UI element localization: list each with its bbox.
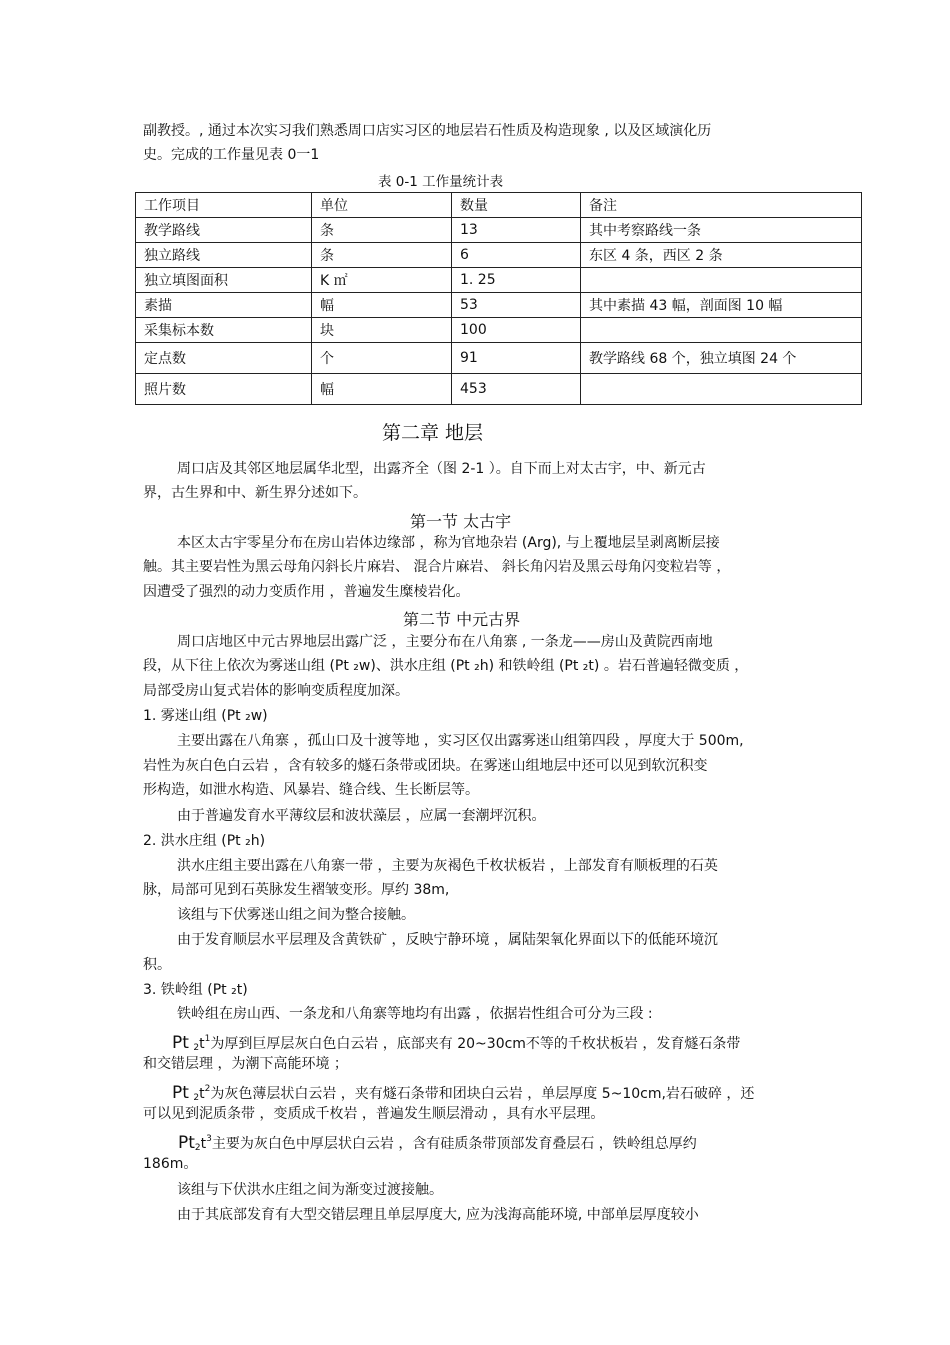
table-cell: 13 — [452, 218, 581, 243]
table-cell: K ㎡ — [312, 268, 452, 293]
hongshuizhuang-para-line: 洪水庄组主要出露在八角寨一带 ，主要为灰褐色千枚状板岩 ，上部发育有顺板理的石英 — [177, 858, 718, 874]
wumishan-para-line: 岩性为灰白色白云岩 ，含有较多的燧石条带或团块。在雾迷山组地层中还可以见到软沉积变 — [143, 758, 708, 774]
table-cell: 53 — [452, 293, 581, 318]
formation-code: t — [199, 1036, 205, 1052]
table-cell — [581, 268, 862, 293]
formation-subscript: 2 — [193, 1093, 200, 1103]
section-title-mesoproterozoic: 第二节 中元古界 — [403, 610, 521, 629]
wumishan-heading: 1. 雾迷山组 (Pt ₂w) — [143, 708, 268, 724]
member-superscript: 1 — [204, 1034, 211, 1044]
table-cell: 块 — [312, 318, 452, 343]
sec1-para-line: 本区太古宇零星分布在房山岩体边缘部 ，称为官地杂岩 (Arg), 与上覆地层呈剥离断层接 — [177, 535, 720, 551]
table-row — [136, 268, 862, 293]
table-cell: 东区 4 条，西区 2 条 — [581, 243, 862, 268]
sec2-para-line: 段，从下往上依次为雾迷山组 (Pt ₂w)、洪水庄组 (Pt ₂h) 和铁岭组 (Pt ₂t) 。岩石普遍轻微变质 ， — [143, 658, 749, 674]
table-cell: 其中考察路线一条 — [581, 218, 862, 243]
member-superscript: 2 — [204, 1084, 211, 1094]
table-caption: 表 0-1 工作量统计表 — [378, 174, 504, 190]
chapter-title: 第二章 地层 — [382, 422, 484, 444]
sec1-para-line: 触。其主要岩性为黑云母角闪斜长片麻岩、 混合片麻岩、 斜长角闪岩及黑云母角闪变粒岩等 ， — [143, 559, 731, 575]
table-cell: 独立填图面积 — [136, 268, 312, 293]
formation-symbol: Pt — [172, 1083, 189, 1103]
formation-subscript: 2 — [193, 1043, 200, 1053]
table-row — [136, 318, 862, 343]
table-cell: 6 — [452, 243, 581, 268]
table-cell: 1. 25 — [452, 268, 581, 293]
table-cell: 独立路线 — [136, 243, 312, 268]
table-cell — [581, 318, 862, 343]
hongshuizhuang-heading: 2. 洪水庄组 (Pt ₂h) — [143, 833, 266, 849]
section-title-archean: 第一节 太古宇 — [410, 512, 512, 531]
table-cell: 教学路线 — [136, 218, 312, 243]
wumishan-para-line: 主要出露在八角寨 ，孤山口及十渡等地 ，实习区仅出露雾迷山组第四段 ，厚度大于 500m, — [177, 733, 744, 749]
hongshuizhuang-para-line: 脉，局部可见到石英脉发生褶皱变形。厚约 38m, — [143, 882, 450, 898]
hongshuizhuang-para-line: 该组与下伏雾迷山组之间为整合接触。 — [177, 907, 415, 923]
table-cell: 素描 — [136, 293, 312, 318]
table-cell — [581, 374, 862, 405]
tieling-heading: 3. 铁岭组 (Pt ₂t) — [143, 982, 248, 998]
wumishan-para-line: 由于普遍发育水平薄纹层和波状藻层 ，应属一套潮坪沉积。 — [177, 808, 546, 824]
chapter-para-line: 周口店及其邻区地层属华北型，出露齐全（图 2-1 ）。自下而上对太古宇，中、新元古 — [177, 461, 706, 477]
member-superscript: 3 — [206, 1134, 212, 1144]
table-row — [136, 293, 862, 318]
tieling-member-3-line — [178, 1129, 697, 1158]
formation-symbol: Pt — [172, 1033, 189, 1053]
tieling-member-3-cont: 186m。 — [143, 1156, 198, 1172]
table-cell: 教学路线 68 个，独立填图 24 个 — [581, 343, 862, 374]
intro-line-1: 副教授。, 通过本次实习我们熟悉周口店实习区的地层岩石性质及构造现象 , 以及区域演化历 — [143, 123, 712, 139]
tieling-member-1-cont: 和交错层理 ，为潮下高能环境 ； — [143, 1056, 348, 1072]
formation-code: t — [200, 1136, 207, 1152]
table-header-cell: 备注 — [581, 193, 862, 218]
workload-table — [135, 192, 862, 405]
tieling-para-line: 该组与下伏洪水庄组之间为渐变过渡接触。 — [177, 1182, 443, 1198]
sec2-para-line: 局部受房山复式岩体的影响变质程度加深。 — [143, 683, 409, 699]
member-3-text: 主要为灰白色中厚层状白云岩 ，含有硅质条带顶部发育叠层石 ，铁岭组总厚约 — [211, 1136, 697, 1152]
hongshuizhuang-para-line: 由于发育顺层水平层理及含黄铁矿 ，反映宁静环境 ，属陆架氧化界面以下的低能环境沉 — [177, 932, 718, 948]
table-cell: 幅 — [312, 374, 452, 405]
tieling-member-2-cont: 可以见到泥质条带 ，变质成千枚岩 ，普遍发生顺层滑动 ，具有水平层理。 — [143, 1106, 605, 1122]
tieling-para-line: 铁岭组在房山西、一条龙和八角寨等地均有出露 ，依据岩性组合可分为三段 : — [177, 1006, 653, 1022]
member-1-text: 为厚到巨厚层灰白色白云岩 ，底部夹有 20~30cm不等的千枚状板岩 ，发育燧石条带 — [210, 1036, 741, 1052]
chapter-para-line: 界，古生界和中、新生界分述如下。 — [143, 485, 367, 501]
table-cell: 条 — [312, 218, 452, 243]
table-header-cell: 工作项目 — [136, 193, 312, 218]
table-header-row — [136, 193, 862, 218]
table-cell: 其中素描 43 幅，剖面图 10 幅 — [581, 293, 862, 318]
table-row — [136, 243, 862, 268]
table-cell: 453 — [452, 374, 581, 405]
table-cell: 100 — [452, 318, 581, 343]
formation-code: t — [199, 1086, 205, 1102]
table-cell: 幅 — [312, 293, 452, 318]
formation-subscript: 2 — [194, 1143, 201, 1153]
table-cell: 个 — [312, 343, 452, 374]
hongshuizhuang-para-line: 积。 — [143, 957, 171, 973]
table-cell: 条 — [312, 243, 452, 268]
sec1-para-line: 因遭受了强烈的动力变质作用 ，普遍发生糜棱岩化。 — [143, 584, 470, 600]
intro-line-2: 史。完成的工作量见表 0一1 — [143, 147, 320, 163]
table-cell: 定点数 — [136, 343, 312, 374]
wumishan-para-line: 形构造，如泄水构造、风暴岩、缝合线、生长断层等。 — [143, 782, 479, 798]
table-row — [136, 343, 862, 374]
member-2-text: 为灰色薄层状白云岩 ，夹有燧石条带和团块白云岩 ，单层厚度 5~10cm,岩石破碎 ，还 — [210, 1086, 755, 1102]
table-cell: 采集标本数 — [136, 318, 312, 343]
formation-symbol: Pt — [178, 1133, 195, 1153]
table-header-cell: 单位 — [312, 193, 452, 218]
table-cell: 照片数 — [136, 374, 312, 405]
sec2-para-line: 周口店地区中元古界地层出露广泛 ，主要分布在八角寨 , 一条龙——房山及黄院西南地 — [177, 634, 713, 650]
table-header-cell: 数量 — [452, 193, 581, 218]
tieling-para-line: 由于其底部发育有大型交错层理且单层厚度大, 应为浅海高能环境, 中部单层厚度较小 — [177, 1207, 699, 1223]
table-cell: 91 — [452, 343, 581, 374]
table-row — [136, 218, 862, 243]
table-row — [136, 374, 862, 405]
